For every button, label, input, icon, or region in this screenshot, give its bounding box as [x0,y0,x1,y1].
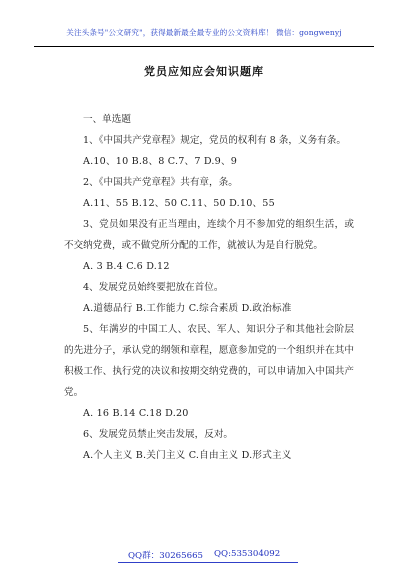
question-3-options: A. 3 B.4 C.6 D.12 [83,261,170,272]
footer-contact [0,549,408,563]
header-divider [34,46,374,47]
question-4-options: A.道德品行 B.工作能力 C.综合素质 D.政治标准 [83,303,292,314]
question-2-options: A.11、55 B.12、50 C.11、50 D.10、55 [83,198,275,209]
section-heading: 一、单选题 [83,114,131,125]
question-1-options: A.10、10 B.8、8 C.7、7 D.9、9 [83,156,238,167]
question-list [64,109,354,466]
question-4: 4、发展党员始终要把放在首位。 [83,282,224,293]
header-watermark-note: 关注头条号"公文研究"，获得最新最全最专业的公文资料库！ 微信：gongwenyj [66,28,342,37]
footer-qq-group: QQ群：30265665 [128,551,204,561]
question-2: 2、《中国共产党章程》共有章，条。 [83,177,238,188]
question-3: 3、党员如果没有正当理由，连续个月不参加党的组织生活，或不交纳党费，或不做党所分配的工作，就被认为是自行脱党。 [64,219,354,251]
question-6-options: A.个人主义 B.关门主义 C.自由主义 D.形式主义 [83,450,292,461]
question-5-options: A. 16 B.14 C.18 D.20 [83,408,189,419]
question-5: 5、年满岁的中国工人、农民、军人、知识分子和其他社会阶层的先进分子，承认党的纲领和章程，愿意参加党的一个组织并在其中积极工作、执行党的决议和按期交纳党费的，可以申请加入中国共产党。 [64,324,354,398]
footer-underline [118,562,298,563]
question-6: 6、发展党员禁止突击发展，反对。 [83,429,234,440]
document-title: 党员应知应会知识题库 [144,65,264,78]
footer-qq-number: QQ:535304092 [214,549,281,559]
question-1: 1、《中国共产党章程》规定，党员的权利有 8 条，义务有条。 [83,135,346,146]
